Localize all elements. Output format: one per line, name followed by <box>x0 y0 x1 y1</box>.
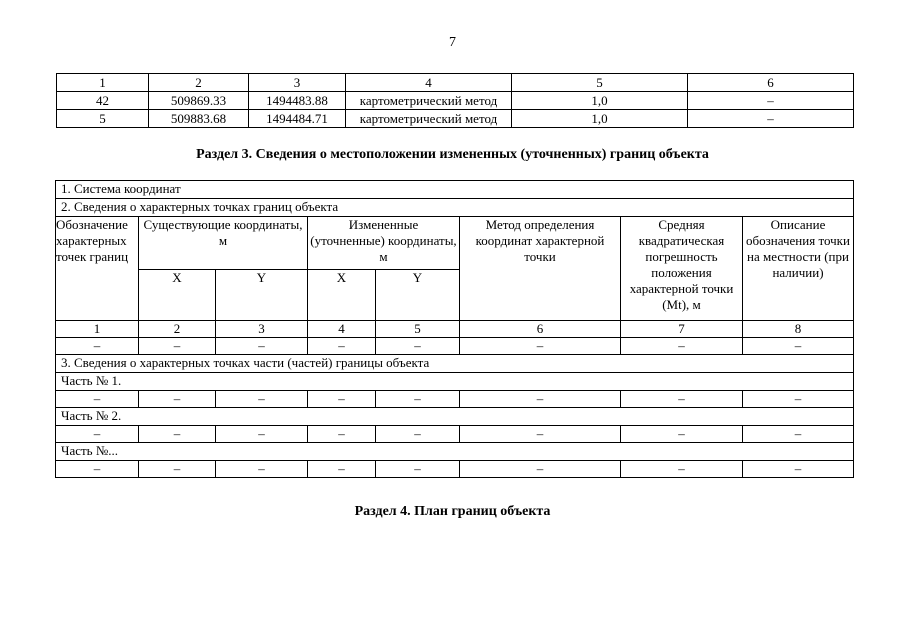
part-label: Часть №... <box>56 443 854 461</box>
coord-x: 509869.33 <box>149 92 249 110</box>
dash-cell: – <box>743 461 854 478</box>
coord-x: 509883.68 <box>149 110 249 128</box>
section-3-title: Раздел 3. Сведения о местоположении измененных (уточненных) границ объекта <box>196 147 709 162</box>
header-cell: 2 <box>149 74 249 92</box>
accuracy: 1,0 <box>512 110 688 128</box>
method-header: Метод определения координат характерной точки <box>460 217 621 321</box>
dash-cell: – <box>460 338 621 355</box>
dash-cell: – <box>216 391 308 408</box>
coord-y: 1494484.71 <box>249 110 346 128</box>
y-header: Y <box>216 270 308 321</box>
column-number: 4 <box>308 321 376 338</box>
method: картометрический метод <box>346 110 512 128</box>
part-row <box>56 443 854 461</box>
dash-cell: – <box>139 338 216 355</box>
accuracy: 1,0 <box>512 92 688 110</box>
boundary-points-table <box>55 180 854 478</box>
header-cell: 5 <box>512 74 688 92</box>
description: – <box>688 110 854 128</box>
method: картометрический метод <box>346 92 512 110</box>
dash-cell: – <box>56 391 139 408</box>
dash-cell: – <box>56 426 139 443</box>
dash-cell: – <box>216 426 308 443</box>
dash-cell: – <box>376 338 460 355</box>
y-header: Y <box>376 270 460 321</box>
designation-header: Обозначение характерных точек границ <box>56 217 139 321</box>
dash-cell: – <box>743 391 854 408</box>
column-numbers-row <box>56 321 854 338</box>
header-cell: 4 <box>346 74 512 92</box>
table-header-row <box>57 74 854 92</box>
dash-cell: – <box>376 461 460 478</box>
dash-cell: – <box>56 338 139 355</box>
header-cell: 6 <box>688 74 854 92</box>
column-number: 7 <box>621 321 743 338</box>
points-table <box>56 73 854 128</box>
dash-cell: – <box>308 426 376 443</box>
coord-system-row <box>56 181 854 199</box>
table-row <box>57 92 854 110</box>
table-row <box>56 426 854 443</box>
x-header: X <box>308 270 376 321</box>
dash-cell: – <box>139 426 216 443</box>
dash-cell: – <box>621 391 743 408</box>
column-number: 3 <box>216 321 308 338</box>
dash-cell: – <box>139 461 216 478</box>
dash-cell: – <box>216 338 308 355</box>
description-header: Описание обозначения точки на местности (при наличии) <box>743 217 854 321</box>
points-info-row <box>56 199 854 217</box>
column-number: 8 <box>743 321 854 338</box>
dash-cell: – <box>56 461 139 478</box>
dash-cell: – <box>376 391 460 408</box>
dash-cell: – <box>743 426 854 443</box>
column-number: 6 <box>460 321 621 338</box>
table-row <box>56 338 854 355</box>
column-number: 2 <box>139 321 216 338</box>
column-number: 5 <box>376 321 460 338</box>
coord-system-label: 1. Система координат <box>56 181 854 199</box>
column-number: 1 <box>56 321 139 338</box>
section-4-title: Раздел 4. План границ объекта <box>354 504 551 519</box>
dash-cell: – <box>376 426 460 443</box>
point-id: 5 <box>57 110 149 128</box>
dash-cell: – <box>621 461 743 478</box>
page-number: 7 <box>449 35 456 50</box>
table-row <box>56 391 854 408</box>
dash-cell: – <box>308 461 376 478</box>
dash-cell: – <box>308 391 376 408</box>
description: – <box>688 92 854 110</box>
part-row <box>56 408 854 426</box>
table-row <box>56 461 854 478</box>
dash-cell: – <box>460 426 621 443</box>
parts-info-row <box>56 355 854 373</box>
part-label: Часть № 1. <box>56 373 854 391</box>
header-cell: 3 <box>249 74 346 92</box>
table-row <box>57 110 854 128</box>
dash-cell: – <box>621 338 743 355</box>
part-row <box>56 373 854 391</box>
dash-cell: – <box>621 426 743 443</box>
dash-cell: – <box>139 391 216 408</box>
header-cell: 1 <box>57 74 149 92</box>
part-label: Часть № 2. <box>56 408 854 426</box>
dash-cell: – <box>216 461 308 478</box>
existing-coords-header: Существующие координаты, м <box>139 217 308 270</box>
dash-cell: – <box>460 391 621 408</box>
x-header: X <box>139 270 216 321</box>
point-id: 42 <box>57 92 149 110</box>
accuracy-header: Средняя квадратическая погрешность положения характерной точки (Mt), м <box>621 217 743 321</box>
dash-cell: – <box>308 338 376 355</box>
coord-y: 1494483.88 <box>249 92 346 110</box>
parts-info-label: 3. Сведения о характерных точках части (частей) границы объекта <box>56 355 854 373</box>
points-info-label: 2. Сведения о характерных точках границ объекта <box>56 199 854 217</box>
changed-coords-header: Измененные (уточненные) координаты, м <box>308 217 460 270</box>
dash-cell: – <box>460 461 621 478</box>
column-headers-row <box>56 217 854 270</box>
dash-cell: – <box>743 338 854 355</box>
